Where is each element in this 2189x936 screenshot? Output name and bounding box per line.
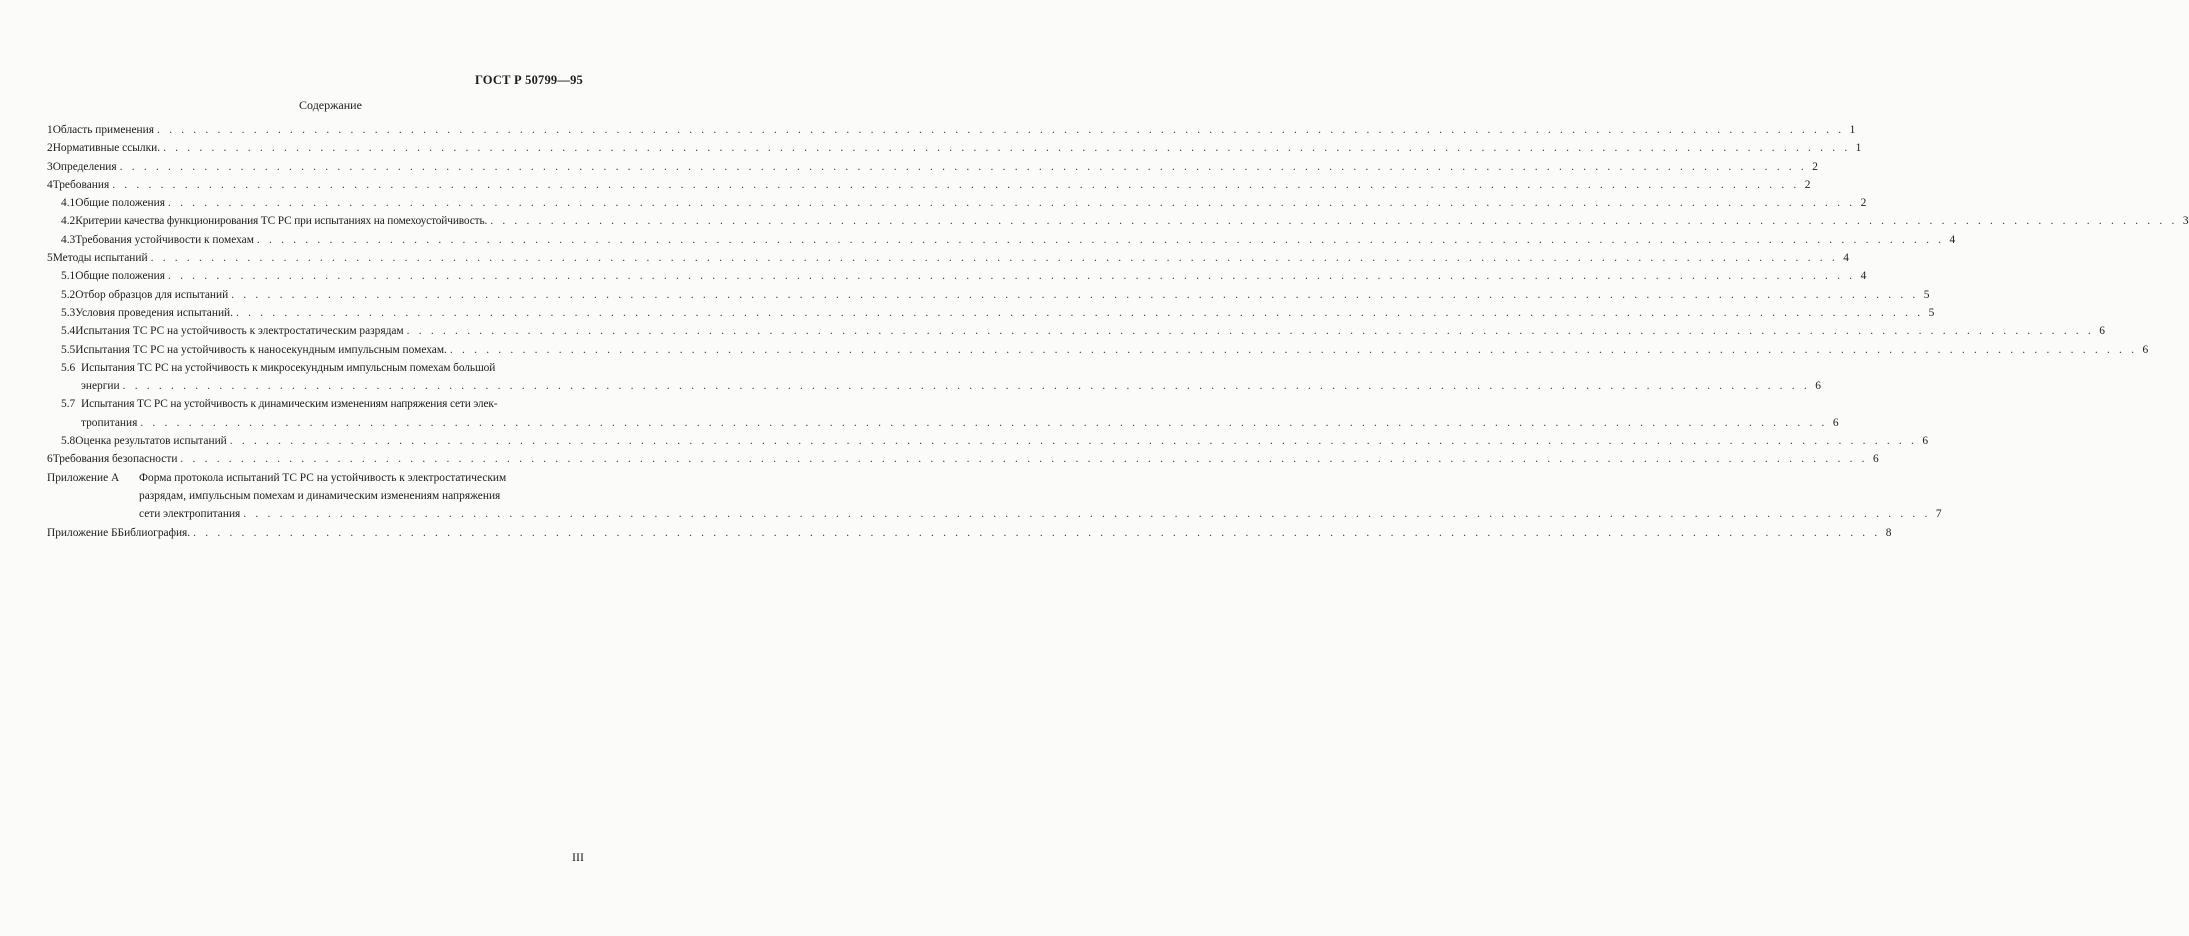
appendix-label: Приложение Б	[47, 526, 118, 539]
dot-leader	[193, 524, 1880, 542]
toc-entry[interactable]	[47, 212, 2189, 230]
toc-appendix-entry[interactable]	[47, 469, 573, 487]
dot-leader	[157, 121, 1844, 139]
toc-entry-number: 4.3	[61, 233, 76, 246]
toc-entry[interactable]	[47, 286, 1930, 304]
toc-entry-page: 6	[1815, 380, 1821, 393]
toc-entry-label: Область применения	[52, 124, 154, 136]
toc-entry-page: 2	[1860, 197, 1867, 210]
toc-entry-label: Требования устойчивости к помехам	[75, 233, 254, 246]
toc-entry[interactable]	[47, 139, 1862, 157]
toc-entry-page: 8	[1885, 526, 1892, 539]
toc-entry-label: Определения	[52, 160, 117, 173]
toc-entry-page: 1	[1849, 124, 1856, 136]
toc-entry[interactable]	[47, 121, 1856, 139]
dot-leader	[180, 450, 1867, 468]
toc-entry-page: 3	[2182, 215, 2189, 228]
dot-leader	[112, 176, 1799, 194]
toc-entry-number: 5.6	[61, 361, 76, 374]
toc-appendix-entry[interactable]	[47, 524, 1892, 542]
toc-entry-page: 2	[1812, 160, 1818, 173]
toc-entry-page: 4	[1860, 270, 1867, 283]
toc-entry-label: Испытания ТС РС на устойчивость к динамическим изменениям напряжения сети элек-	[81, 398, 498, 411]
toc-entry[interactable]	[47, 432, 1929, 450]
toc-entry-number: 3	[47, 160, 53, 173]
toc-entry-label: Испытания ТС РС на устойчивость к электростатическим разрядам	[75, 325, 404, 338]
appendix-title-cont: сети электропитания	[139, 508, 241, 521]
dot-leader	[407, 322, 2094, 340]
toc-entry-number: 1	[47, 124, 53, 136]
toc-entry-page: 6	[2099, 325, 2105, 338]
toc-entry-label: Требования безопасности	[52, 453, 178, 466]
dot-leader	[257, 231, 1944, 249]
toc-entry-number: 2	[47, 142, 53, 155]
dot-leader	[236, 304, 1923, 322]
toc-entry[interactable]	[47, 158, 1818, 176]
toc-entry-page: 5	[1923, 288, 1930, 301]
toc-entry-label: Испытания ТС РС на устойчивость к микросекундным импульсным помехам большой	[81, 361, 496, 374]
toc-entry[interactable]	[47, 304, 1935, 322]
toc-entry[interactable]	[47, 395, 573, 413]
toc-entry-number: 5.3	[61, 306, 76, 319]
toc-entry-page: 6	[1873, 453, 1879, 466]
appendix-title: Библиография.	[117, 526, 191, 539]
dot-leader	[140, 414, 1827, 432]
toc-entry-number: 4	[47, 178, 53, 191]
toc-entry-page: 4	[1843, 252, 1849, 265]
toc-entry-number: 5.7	[61, 398, 76, 411]
toc-entry-label-cont: тропитания	[81, 416, 138, 429]
toc-entry-number: 5.4	[61, 325, 76, 338]
toc-entry-label: Методы испытаний	[52, 252, 148, 265]
toc-entry-label: Общие положения	[75, 270, 165, 283]
toc-entry-number: 5.8	[61, 435, 76, 448]
toc-entry-label: Нормативные ссылки.	[52, 142, 161, 155]
toc-entry-page: 5	[1928, 306, 1935, 319]
toc-entry[interactable]	[47, 450, 1879, 468]
toc-entry-page: 2	[1804, 178, 1811, 191]
toc-entry-page: 1	[1855, 142, 1862, 155]
toc-title: Содержание	[299, 98, 362, 112]
toc-entry-label-cont: энергии	[81, 380, 120, 393]
toc-appendix-continuation[interactable]	[47, 505, 1942, 523]
toc-entry[interactable]	[47, 231, 1956, 249]
toc-entry[interactable]	[47, 359, 573, 377]
toc-appendix-continuation[interactable]	[47, 487, 573, 505]
toc-entry[interactable]	[47, 194, 1867, 212]
dot-leader	[163, 139, 1850, 157]
toc-entry-number: 5.5	[61, 343, 76, 356]
appendix-label: Приложение А	[47, 471, 120, 484]
dot-leader	[490, 212, 2177, 230]
dot-leader	[243, 505, 1930, 523]
toc-entry[interactable]	[47, 249, 1849, 267]
dot-leader	[123, 377, 1810, 395]
appendix-title: Форма протокола испытаний ТС РС на устойчивость к электростатическим	[139, 471, 507, 484]
document-code: ГОСТ Р 50799—95	[474, 73, 583, 87]
toc-entry-page: 4	[1949, 233, 1956, 246]
toc-entry-page: 6	[1922, 435, 1929, 448]
toc-entry[interactable]	[47, 322, 2105, 340]
toc-entry-continuation[interactable]	[47, 377, 1821, 395]
toc-entry-label: Испытания ТС РС на устойчивость к наносекундным импульсным помехам.	[75, 343, 447, 356]
toc-entry-number: 6	[47, 453, 53, 466]
toc-entry-number: 4.1	[61, 197, 76, 210]
toc-entry-label: Отбор образцов для испытаний	[75, 288, 229, 301]
toc-entry[interactable]	[47, 341, 2149, 359]
toc-entry-page: 7	[1935, 508, 1942, 521]
toc-entry-label: Общие положения	[75, 197, 165, 210]
dot-leader	[151, 249, 1838, 267]
dot-leader	[168, 267, 1855, 285]
toc-entry[interactable]	[47, 267, 1867, 285]
dot-leader	[120, 158, 1807, 176]
toc-entry-page: 6	[1832, 416, 1839, 429]
toc-entry-label: Критерии качества функционирования ТС РС при испытаниях на помехоустойчивость.	[75, 215, 488, 228]
toc-entry-number: 4.2	[61, 215, 76, 228]
toc-entry-label: Требования	[52, 178, 110, 191]
toc-entry-number: 5.1	[61, 270, 76, 283]
appendix-title-cont: разрядам, импульсным помехам и динамическим изменениям напряжения	[139, 489, 501, 502]
dot-leader	[450, 341, 2137, 359]
toc-entry-number: 5	[47, 252, 53, 265]
toc-entry-continuation[interactable]	[47, 414, 1839, 432]
table-of-contents	[47, 121, 2189, 542]
toc-entry-label: Условия проведения испытаний.	[75, 306, 233, 319]
toc-entry[interactable]	[47, 176, 1811, 194]
dot-leader	[168, 194, 1855, 212]
toc-entry-number: 5.2	[61, 288, 76, 301]
dot-leader	[230, 432, 1917, 450]
toc-entry-page: 6	[2142, 343, 2149, 356]
dot-leader	[231, 286, 1918, 304]
page-number: III	[572, 850, 584, 864]
toc-entry-label: Оценка результатов испытаний	[75, 435, 227, 448]
